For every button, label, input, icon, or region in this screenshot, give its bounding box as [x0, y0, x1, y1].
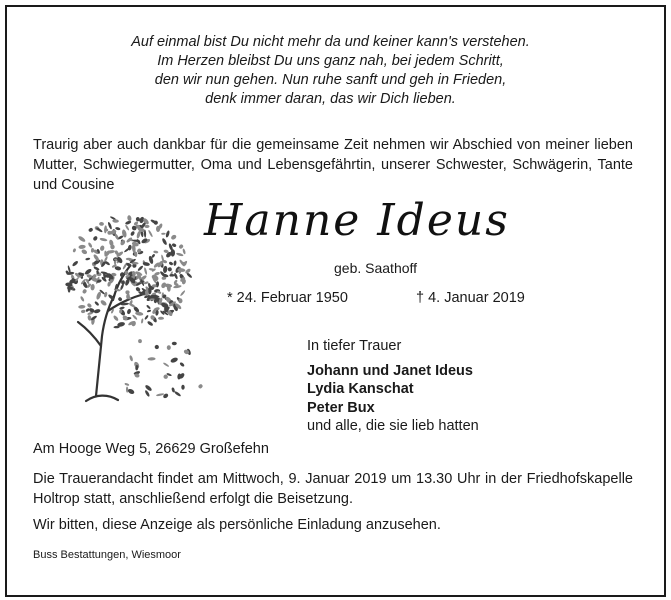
deceased-name: Hanne Ideus [204, 195, 510, 246]
leaf-shape [167, 267, 172, 272]
service-info: Die Trauerandacht findet am Mittwoch, 9. Januar 2019 um 13.30 Uhr in der Friedhofskapelle Holtrop statt, anschließend erfolgt die Beisetzung. [33, 471, 633, 507]
leaf-shape [81, 309, 86, 313]
invitation-note: Wir bitten, diese Anzeige als persönliche Einladung anzusehen. [33, 517, 441, 533]
intro-text: Traurig aber auch dankbar für die gemeinsame Zeit nehmen wir Abschied von meiner lieben Mutter, Schwiegermutter, Oma und Lebensgefährtin, unserer Schwester, Schwägerin, Tante und Cousine [33, 137, 633, 193]
leaf-shape [115, 227, 121, 231]
poem-line: Auf einmal bist Du nicht mehr da und keiner kann's verstehen. [131, 34, 530, 50]
leaf-shape [144, 390, 150, 398]
leaf-shape [104, 225, 107, 233]
leaf-shape [125, 224, 130, 230]
leaf-shape [170, 234, 177, 241]
leaf-shape [148, 230, 154, 238]
leaf-shape [182, 248, 186, 254]
leaf-shape [127, 388, 135, 395]
leaf-shape [86, 303, 92, 309]
leaf-shape [167, 345, 171, 350]
leaf-shape [172, 342, 177, 345]
leaf-shape [165, 230, 170, 238]
leaf-shape [113, 315, 120, 322]
leaf-shape [168, 261, 173, 266]
maiden-name: geb. Saathoff [334, 260, 418, 276]
leaf-shape [125, 220, 132, 225]
leaf-shape [104, 292, 108, 298]
leaf-shape [135, 311, 144, 316]
mourner-name: Johann und Janet Ideus [307, 362, 473, 379]
leaf-shape [82, 289, 88, 295]
leaf-shape [93, 308, 100, 314]
leaf-shape [180, 290, 186, 297]
leaf-shape [144, 315, 149, 321]
address: Am Hooge Weg 5, 26629 Großefehn [33, 441, 269, 457]
leaf-shape [137, 265, 144, 272]
leaf-shape [178, 244, 184, 250]
mourners-heading: In tiefer Trauer [307, 338, 402, 354]
leaf-shape [88, 227, 94, 232]
leaf-shape [127, 215, 132, 222]
leaf-shape [147, 320, 154, 326]
leaf-shape [148, 357, 156, 361]
leaf-shape [126, 386, 128, 392]
mourner-name: Lydia Kanschat [307, 381, 414, 397]
leaf-shape [119, 239, 126, 246]
mourner-name: Peter Bux [307, 399, 375, 416]
undertaker: Buss Bestattungen, Wiesmoor [33, 549, 181, 561]
leaf-shape [129, 355, 134, 362]
death-date: † 4. Januar 2019 [416, 290, 525, 306]
leaf-shape [130, 230, 136, 236]
leaf-shape [138, 339, 142, 343]
leaf-shape [80, 296, 85, 302]
leaf-shape [87, 242, 92, 248]
leaf-shape [78, 305, 85, 309]
leaf-shape [125, 290, 130, 294]
leaf-shape [136, 231, 141, 239]
poem-line: Im Herzen bleibst Du uns ganz nah, bei jedem Schritt, [157, 53, 504, 69]
leaf-shape [100, 299, 108, 306]
leaf-shape [99, 237, 107, 241]
leaf-shape [146, 304, 151, 309]
tree-icon [56, 196, 206, 428]
leaf-shape [112, 219, 119, 223]
leaf-shape [119, 306, 125, 310]
poem-line: denk immer daran, das wir Dich lieben. [205, 91, 456, 107]
leaf-shape [153, 250, 158, 253]
leaf-shape [96, 291, 102, 300]
leaf-shape [156, 393, 164, 397]
leaf-shape [78, 245, 86, 250]
leaf-shape [158, 317, 164, 320]
leaf-shape [170, 357, 179, 364]
leaf-shape [132, 314, 138, 320]
leaf-shape [117, 297, 122, 302]
birth-date: * 24. Februar 1950 [227, 290, 348, 306]
mourners-block [307, 337, 479, 436]
leaf-shape [81, 249, 88, 256]
leaf-shape [174, 391, 182, 397]
leaf-shape [93, 266, 100, 271]
leaf-shape [107, 221, 112, 229]
leaf-shape [91, 248, 94, 253]
leaf-shape [85, 257, 90, 260]
leaf-shape [163, 362, 170, 367]
leaf-shape [198, 383, 204, 389]
leaf-shape [181, 385, 184, 390]
leaf-shape [124, 382, 129, 386]
leaf-shape [72, 260, 79, 267]
leaf-shape [147, 309, 152, 312]
leaf-shape [99, 245, 105, 251]
poem [0, 33, 661, 109]
leaf-shape [92, 235, 98, 241]
leaf-shape [126, 308, 131, 314]
mourners-closing: und alle, die sie lieb hatten [307, 418, 479, 434]
leaf-shape [176, 252, 184, 257]
leaf-shape [144, 267, 148, 275]
leaf-shape [154, 344, 159, 349]
leaf-shape [179, 362, 185, 368]
leaf-shape [173, 260, 177, 266]
leaf-shape [99, 222, 104, 226]
leaf-shape [163, 266, 168, 274]
leaf-shape [141, 318, 144, 323]
leaf-shape [94, 301, 99, 307]
poem-line: den wir nun gehen. Nun ruhe sanft und geh in Frieden, [154, 72, 507, 88]
leaf-shape [77, 235, 86, 243]
leaf-shape [144, 225, 149, 228]
leaf-shape [161, 233, 165, 235]
leaf-shape [72, 248, 76, 253]
leaf-shape [161, 238, 167, 246]
leaf-shape [90, 284, 95, 291]
